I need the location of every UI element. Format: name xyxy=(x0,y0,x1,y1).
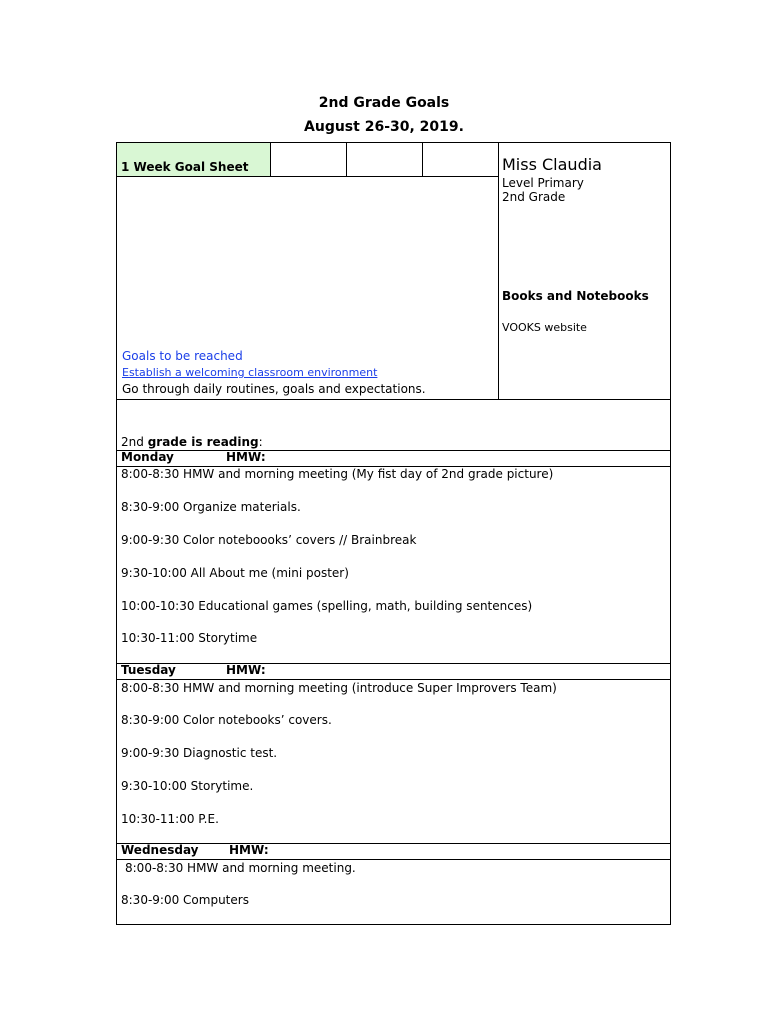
row-divider xyxy=(116,679,671,680)
day-label-monday: Monday xyxy=(121,450,174,464)
row-divider xyxy=(116,859,671,860)
column-divider xyxy=(346,142,347,176)
schedule-item: 8:00-8:30 HMW and morning meeting (introduce Super Improvers Team) xyxy=(121,681,557,695)
books-heading: Books and Notebooks xyxy=(502,289,649,303)
books-item: VOOKS website xyxy=(502,321,587,334)
column-divider xyxy=(422,142,423,176)
day-label-tuesday: Tuesday xyxy=(121,663,176,677)
row-divider xyxy=(116,399,671,400)
schedule-item: 10:00-10:30 Educational games (spelling, math, building sentences) xyxy=(121,599,533,613)
reading-label: grade is reading xyxy=(147,435,259,449)
grade-prefix: 2nd xyxy=(121,435,144,449)
schedule-item: 8:30-9:00 Color notebooks’ covers. xyxy=(121,713,332,727)
row-divider xyxy=(116,176,498,177)
document-date: August 26-30, 2019. xyxy=(304,119,464,135)
grade-text: 2nd Grade xyxy=(502,190,566,204)
goals-heading: Goals to be reached xyxy=(122,349,243,363)
day-label-wednesday: Wednesday xyxy=(121,843,199,857)
reading-colon: : xyxy=(258,435,263,449)
schedule-item: 9:00-9:30 Diagnostic test. xyxy=(121,746,278,760)
teacher-name: Miss Claudia xyxy=(502,155,602,174)
schedule-item: 8:00-8:30 HMW and morning meeting. xyxy=(125,861,356,875)
schedule-item: 8:00-8:30 HMW and morning meeting (My fist day of 2nd grade picture) xyxy=(121,467,554,481)
row-divider xyxy=(116,843,671,844)
row-divider xyxy=(116,663,671,664)
schedule-item: 10:30-11:00 Storytime xyxy=(121,631,258,645)
hmw-label-monday: HMW: xyxy=(226,450,266,464)
hmw-label-tuesday: HMW: xyxy=(226,663,266,677)
schedule-item: 9:30-10:00 Storytime. xyxy=(121,779,254,793)
schedule-item: 9:00-9:30 Color noteboooks’ covers // Brainbreak xyxy=(121,533,417,547)
goal-link[interactable]: Establish a welcoming classroom environment xyxy=(122,366,378,379)
level-text: Level Primary xyxy=(502,176,584,190)
row-divider xyxy=(116,450,671,451)
column-divider xyxy=(270,142,271,176)
column-divider xyxy=(498,142,499,400)
schedule-item: 8:30-9:00 Organize materials. xyxy=(121,500,301,514)
hmw-label-wednesday: HMW: xyxy=(229,843,269,857)
schedule-item: 9:30-10:00 All About me (mini poster) xyxy=(121,566,349,580)
goal-sheet-label: 1 Week Goal Sheet xyxy=(121,160,249,174)
goal-text: Go through daily routines, goals and expectations. xyxy=(122,382,426,396)
schedule-item: 8:30-9:00 Computers xyxy=(121,893,249,907)
reading-line xyxy=(121,435,263,449)
schedule-item: 10:30-11:00 P.E. xyxy=(121,812,219,826)
document-title: 2nd Grade Goals xyxy=(318,95,450,111)
